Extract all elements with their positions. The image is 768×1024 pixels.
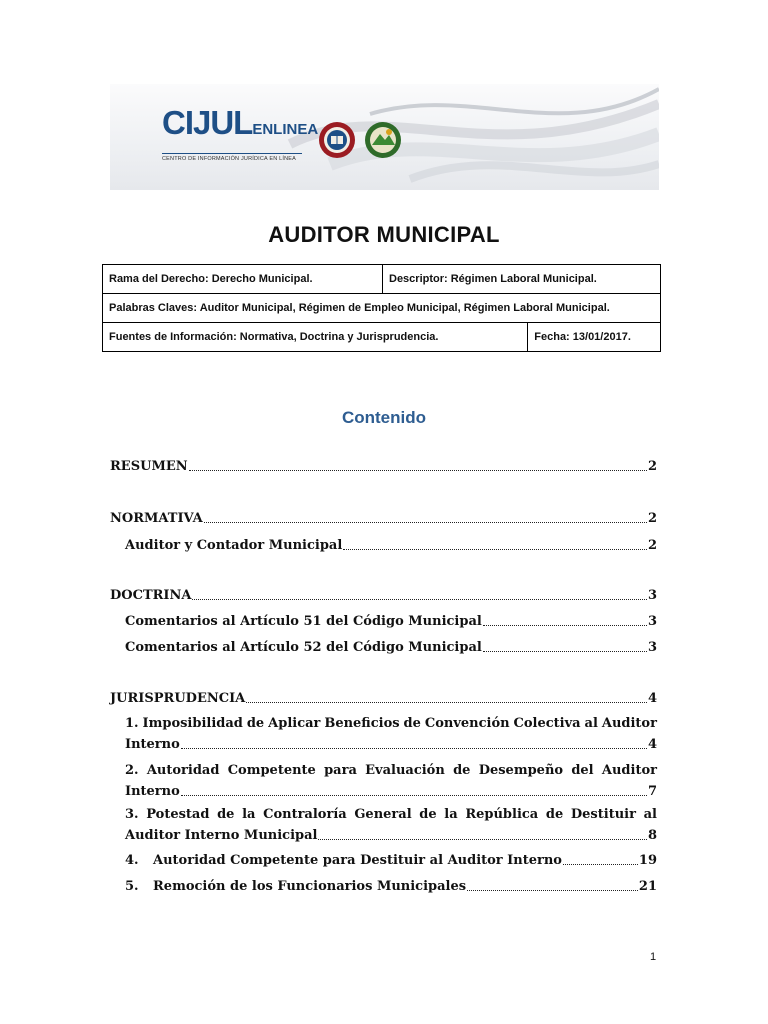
toc-label: Interno	[125, 784, 180, 799]
toc-label: DOCTRINA	[110, 588, 192, 603]
document-title: AUDITOR MUNICIPAL	[268, 222, 500, 247]
toc-page: 3	[647, 588, 657, 603]
toc-normativa-auditor-contador[interactable]	[125, 538, 657, 553]
toc-label: Autoridad Competente para Destituir al Auditor Interno	[153, 853, 562, 868]
toc-page: 4	[647, 737, 657, 752]
toc-jurisprudencia-4[interactable]	[125, 853, 657, 868]
toc-leader	[318, 838, 646, 840]
toc-word: para	[324, 763, 357, 778]
toc-word: Autoridad	[146, 763, 220, 778]
toc-leader	[181, 794, 647, 796]
toc-doctrina-art52[interactable]	[125, 640, 657, 655]
toc-entry-line	[125, 784, 657, 799]
keywords-cell: Palabras Claves: Auditor Municipal, Régimen de Empleo Municipal, Régimen Laboral Municipal.	[103, 294, 661, 323]
toc-leader	[483, 650, 647, 652]
toc-number: 1.	[125, 716, 139, 731]
toc-leader	[181, 747, 647, 749]
toc-word: Potestad	[146, 807, 210, 822]
toc-label: RESUMEN	[110, 459, 188, 474]
toc-number: 4.	[125, 853, 139, 868]
toc-normativa[interactable]	[110, 511, 657, 526]
toc-entry-line	[125, 737, 657, 752]
toc-leader	[192, 598, 646, 600]
toc-word: Beneficios	[324, 716, 400, 731]
logo-sub-text: ENLINEA	[252, 121, 319, 138]
toc-word: de	[246, 716, 265, 731]
toc-jurisprudencia[interactable]	[110, 691, 657, 706]
toc-word: Colectiva	[513, 716, 581, 731]
toc-word: de	[403, 716, 421, 731]
toc-leader	[204, 521, 647, 523]
toc-page: 2	[647, 538, 657, 553]
toc-word: al	[584, 716, 598, 731]
toc-page: 2	[647, 511, 657, 526]
toc-leader	[343, 548, 647, 550]
toc-number: 2.	[125, 763, 139, 778]
toc-page: 3	[647, 640, 657, 655]
toc-leader	[246, 701, 647, 703]
toc-word: Competente	[227, 763, 316, 778]
toc-page: 4	[647, 691, 657, 706]
rama-cell: Rama del Derecho: Derecho Municipal.	[103, 265, 383, 294]
logo-main-text: CIJUL	[162, 104, 253, 141]
toc-label: JURISPRUDENCIA	[110, 691, 246, 706]
toc-label: Comentarios al Artículo 51 del Código Municipal	[125, 614, 482, 629]
toc-word: Aplicar	[268, 716, 321, 731]
toc-leader	[189, 469, 647, 471]
toc-label: Interno	[125, 737, 180, 752]
toc-word: Desempeño	[478, 763, 564, 778]
toc-word: Auditor	[601, 763, 657, 778]
toc-page: 3	[647, 614, 657, 629]
toc-page: 2	[647, 459, 657, 474]
logo-tagline: CENTRO DE INFORMACIÓN JURÍDICA EN LÍNEA	[162, 153, 302, 162]
contents-heading: Contenido	[341, 408, 427, 427]
toc-word: de	[453, 763, 471, 778]
toc-entry-line	[125, 828, 657, 843]
toc-word: de	[419, 807, 437, 822]
toc-entry-line	[125, 763, 657, 778]
toc-doctrina-art51[interactable]	[125, 614, 657, 629]
toc-doctrina[interactable]	[110, 588, 657, 603]
toc-leader	[563, 863, 638, 865]
toc-word: al	[643, 807, 657, 822]
toc-label: Auditor Interno Municipal	[125, 828, 318, 843]
descriptor-cell: Descriptor: Régimen Laboral Municipal.	[383, 265, 661, 294]
toc-word: Imposibilidad	[142, 716, 243, 731]
toc-label: NORMATIVA	[110, 511, 203, 526]
toc-jurisprudencia-1[interactable]	[125, 716, 657, 752]
toc-page: 7	[647, 784, 657, 799]
toc-number: 5.	[125, 879, 139, 894]
toc-jurisprudencia-3[interactable]	[125, 807, 657, 843]
toc-jurisprudencia-5[interactable]	[125, 879, 657, 894]
toc-word: la	[242, 807, 256, 822]
toc-resumen[interactable]	[110, 459, 657, 474]
page-number: 1	[650, 951, 657, 963]
toc-page: 8	[647, 828, 657, 843]
toc-page: 19	[638, 853, 657, 868]
toc-word: la	[444, 807, 458, 822]
toc-word: de	[545, 807, 564, 822]
toc-entry-line	[125, 807, 657, 822]
toc-word: Evaluación	[365, 763, 445, 778]
toc-entry-line	[125, 716, 657, 731]
toc-word: del	[571, 763, 594, 778]
toc-number: 3.	[125, 807, 139, 822]
toc-word: General	[354, 807, 412, 822]
toc-word: Contraloría	[263, 807, 347, 822]
toc-leader	[483, 624, 647, 626]
sources-cell: Fuentes de Información: Normativa, Doctrina y Jurisprudencia.	[103, 323, 528, 352]
toc-label: Auditor y Contador Municipal	[125, 538, 343, 553]
toc-word: Convención	[424, 716, 510, 731]
toc-leader	[467, 889, 638, 891]
toc-word: de	[217, 807, 235, 822]
toc-word: Auditor	[601, 716, 657, 731]
toc-label: Remoción de los Funcionarios Municipales	[153, 879, 467, 894]
date-cell: Fecha: 13/01/2017.	[528, 323, 661, 352]
toc-word: Destituir	[570, 807, 636, 822]
toc-jurisprudencia-2[interactable]	[125, 763, 657, 799]
toc-label: Comentarios al Artículo 52 del Código Municipal	[125, 640, 482, 655]
toc-page: 21	[638, 879, 657, 894]
toc-word: República	[465, 807, 539, 822]
